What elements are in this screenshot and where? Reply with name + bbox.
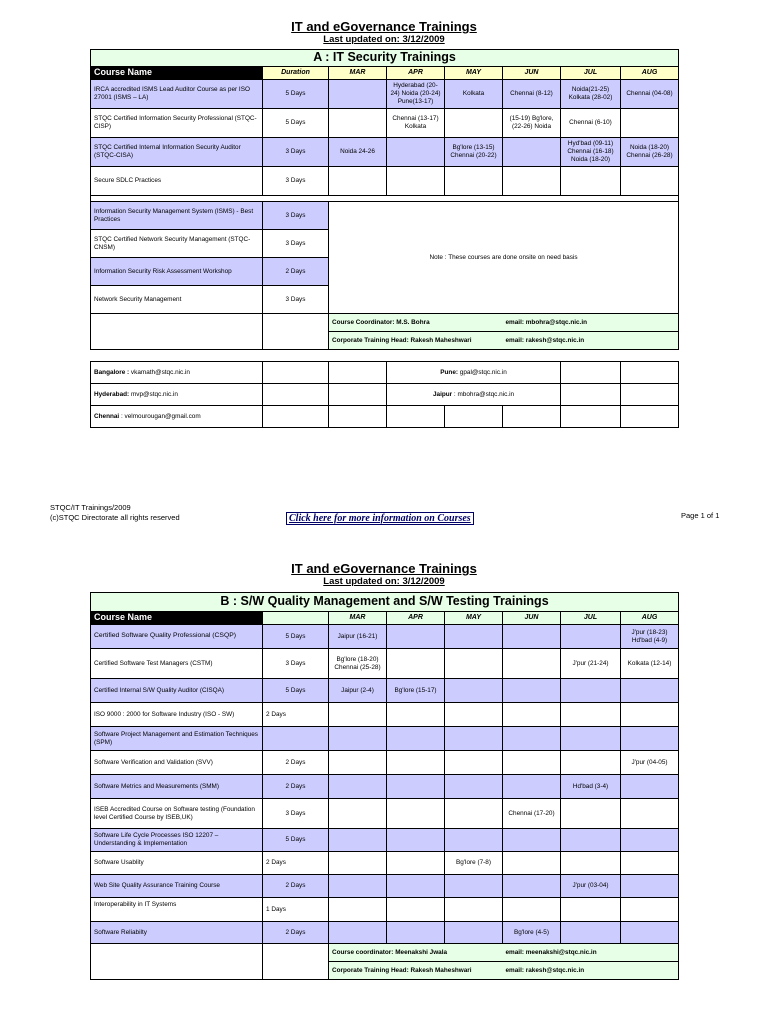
table-row	[91, 829, 679, 852]
schedule-cell	[387, 751, 445, 775]
contact-bangalore: Bangalore : vkamath@stqc.nic.in	[91, 362, 263, 384]
schedule-cell	[329, 109, 387, 138]
duration: 2 Days	[263, 751, 329, 775]
contact-hyderabad: Hyderabad: mvp@stqc.nic.in	[91, 384, 263, 406]
table-row	[91, 625, 679, 649]
schedule-cell	[387, 625, 445, 649]
schedule-cell	[387, 799, 445, 829]
section-b-title: B : S/W Quality Management and S/W Testing Trainings	[91, 593, 679, 612]
course-name: Software Reliabilty	[91, 922, 263, 944]
course-name: STQC Certified Internal Information Security Auditor (STQC-CISA)	[91, 138, 263, 167]
schedule-cell	[445, 922, 503, 944]
contact-pune: Pune: gpal@stqc.nic.in	[387, 362, 561, 384]
schedule-cell: Jaipur (2-4)	[329, 679, 387, 703]
schedule-cell	[561, 898, 621, 922]
schedule-cell: Chennai (13-17) Kolkata	[387, 109, 445, 138]
duration: 5 Days	[263, 80, 329, 109]
schedule-cell	[329, 875, 387, 898]
schedule-cell	[561, 679, 621, 703]
course-name: Interoperability in IT Systems	[91, 898, 263, 922]
col-course-name: Course Name	[91, 67, 263, 80]
duration: 5 Days	[263, 829, 329, 852]
contact-chennai: Chennai : velmourougan@gmail.com	[91, 406, 263, 428]
schedule-cell	[621, 679, 679, 703]
schedule-cell	[503, 679, 561, 703]
schedule-cell: Bg'lore (13-15) Chennai (20-22)	[445, 138, 503, 167]
duration: 2 Days	[263, 258, 329, 286]
more-info-link[interactable]: Click here for more information on Courses	[286, 508, 474, 526]
duration: 3 Days	[263, 649, 329, 679]
schedule-cell: J'pur (18-23) Hd'bad (4-9)	[621, 625, 679, 649]
schedule-cell: (15-19) Bg'lore, (22-26) Noida	[503, 109, 561, 138]
schedule-cell: Noida 24-26	[329, 138, 387, 167]
table-row	[91, 649, 679, 679]
schedule-cell	[329, 799, 387, 829]
schedule-cell	[503, 751, 561, 775]
schedule-cell: J'pur (03-04)	[561, 875, 621, 898]
schedule-cell	[503, 727, 561, 751]
regional-contacts	[90, 361, 679, 428]
schedule-cell	[387, 898, 445, 922]
page2-updated: Last updated on: 3/12/2009	[323, 576, 445, 587]
page2-title: IT and eGovernance Trainings	[291, 561, 477, 576]
course-name: Information Security Management System (ISMS) - Best Practices	[91, 202, 263, 230]
col-month: AUG	[621, 612, 679, 625]
col-course-name: Course Name	[91, 612, 263, 625]
schedule-cell	[503, 775, 561, 799]
schedule-cell: Jaipur (16-21)	[329, 625, 387, 649]
schedule-cell	[445, 875, 503, 898]
schedule-cell	[445, 751, 503, 775]
schedule-cell	[387, 703, 445, 727]
schedule-cell	[621, 799, 679, 829]
col-month: JUL	[561, 67, 621, 80]
course-name: ISEB Accredited Course on Software testing (Foundation level Certified Course by ISEB,UK)	[91, 799, 263, 829]
duration: 3 Days	[263, 286, 329, 314]
schedule-cell	[445, 625, 503, 649]
duration: 3 Days	[263, 138, 329, 167]
col-month: JUN	[503, 67, 561, 80]
schedule-cell	[561, 625, 621, 649]
schedule-cell: Hyderabad (20-24) Noida (20-24) Pune(13-17)	[387, 80, 445, 109]
schedule-cell	[445, 167, 503, 196]
schedule-cell	[387, 167, 445, 196]
col-month: APR	[387, 612, 445, 625]
course-name: Network Security Management	[91, 286, 263, 314]
duration: 5 Days	[263, 625, 329, 649]
duration: 2 Days	[263, 775, 329, 799]
schedule-cell: Bg'lore (18-20) Chennai (25-28)	[329, 649, 387, 679]
schedule-cell	[561, 703, 621, 727]
duration	[263, 727, 329, 751]
schedule-cell	[503, 649, 561, 679]
col-duration: Duration	[263, 67, 329, 80]
table-row	[91, 167, 679, 196]
course-coordinator: Course Coordinator: M.S. Bohra	[329, 314, 503, 332]
training-head: Corporate Training Head: Rakesh Maheshwari	[329, 962, 503, 980]
table-row	[91, 751, 679, 775]
it-security-table	[90, 49, 679, 350]
course-name: Software Project Management and Estimation Techniques (SPM)	[91, 727, 263, 751]
schedule-cell	[329, 751, 387, 775]
schedule-cell	[621, 167, 679, 196]
table-row	[91, 679, 679, 703]
schedule-cell	[445, 679, 503, 703]
schedule-cell	[387, 875, 445, 898]
schedule-cell: Bg'lore (4-5)	[503, 922, 561, 944]
schedule-cell	[561, 922, 621, 944]
course-name: Software Life Cycle Processes ISO 12207 – Understanding & Implementation	[91, 829, 263, 852]
schedule-cell: Noida (18-20) Chennai (26-28)	[621, 138, 679, 167]
course-name: Certified Software Quality Professional (CSQP)	[91, 625, 263, 649]
schedule-cell	[329, 922, 387, 944]
schedule-cell	[561, 727, 621, 751]
schedule-cell	[329, 852, 387, 875]
schedule-cell: Chennai (6-10)	[561, 109, 621, 138]
schedule-cell	[445, 829, 503, 852]
schedule-cell	[387, 775, 445, 799]
schedule-cell	[621, 829, 679, 852]
schedule-cell	[561, 829, 621, 852]
duration: 2 Days	[263, 852, 329, 875]
onsite-note: Note : These courses are done onsite on need basis	[329, 202, 679, 314]
schedule-cell: Hyd'bad (09-11) Chennai (16-18) Noida (18-20)	[561, 138, 621, 167]
schedule-cell	[329, 727, 387, 751]
table-row	[91, 202, 679, 230]
schedule-cell	[387, 727, 445, 751]
schedule-cell	[387, 922, 445, 944]
schedule-cell	[329, 898, 387, 922]
table-row	[91, 922, 679, 944]
schedule-cell	[561, 167, 621, 196]
duration: 3 Days	[263, 799, 329, 829]
course-coordinator: Course coordinator: Meenakshi Jwala	[329, 944, 503, 962]
table-row	[91, 703, 679, 727]
course-name: IRCA accredited ISMS Lead Auditor Course as per ISO 27001 (ISMS – LA)	[91, 80, 263, 109]
col-month: MAY	[445, 67, 503, 80]
schedule-cell	[445, 727, 503, 751]
col-month: JUN	[503, 612, 561, 625]
contact-jaipur: Jaipur : mbohra@stqc.nic.in	[387, 384, 561, 406]
course-name: Secure SDLC Practices	[91, 167, 263, 196]
section-a-title: A : IT Security Trainings	[91, 50, 679, 67]
schedule-cell: Kolkata (12-14)	[621, 649, 679, 679]
duration: 3 Days	[263, 167, 329, 196]
course-name: Certified Software Test Managers (CSTM)	[91, 649, 263, 679]
table-row	[91, 109, 679, 138]
page1-updated: Last updated on: 3/12/2009	[323, 34, 445, 45]
duration: 2 Days	[263, 875, 329, 898]
sw-quality-table	[90, 592, 679, 980]
coordinator-email: email: mbohra@stqc.nic.in	[503, 314, 679, 332]
schedule-cell	[621, 109, 679, 138]
table-row	[91, 875, 679, 898]
duration: 3 Days	[263, 230, 329, 258]
schedule-cell: Bg'lore (15-17)	[387, 679, 445, 703]
schedule-cell	[503, 898, 561, 922]
course-name: Certified Internal S/W Quality Auditor (CISQA)	[91, 679, 263, 703]
schedule-cell	[621, 898, 679, 922]
schedule-cell	[621, 852, 679, 875]
training-head-email: email: rakesh@stqc.nic.in	[503, 962, 679, 980]
schedule-cell: Chennai (17-20)	[503, 799, 561, 829]
col-month: JUL	[561, 612, 621, 625]
schedule-cell	[503, 625, 561, 649]
col-month: APR	[387, 67, 445, 80]
schedule-cell	[445, 703, 503, 727]
schedule-cell	[445, 775, 503, 799]
course-name: Web Site Quality Assurance Training Course	[91, 875, 263, 898]
course-name: Information Security Risk Assessment Workshop	[91, 258, 263, 286]
schedule-cell	[503, 829, 561, 852]
schedule-cell	[621, 703, 679, 727]
table-row	[91, 799, 679, 829]
schedule-cell	[621, 775, 679, 799]
schedule-cell	[503, 138, 561, 167]
schedule-cell: Chennai (8-12)	[503, 80, 561, 109]
schedule-cell: J'pur (21-24)	[561, 649, 621, 679]
schedule-cell	[329, 703, 387, 727]
table-row	[91, 852, 679, 875]
schedule-cell: Hd'bad (3-4)	[561, 775, 621, 799]
schedule-cell	[503, 167, 561, 196]
course-name: Software Verification and Validation (SVV)	[91, 751, 263, 775]
course-name: STQC Certified Network Security Management (STQC-CNSM)	[91, 230, 263, 258]
training-head: Corporate Training Head: Rakesh Maheshwari	[329, 332, 503, 350]
table-row	[91, 138, 679, 167]
col-month: MAR	[329, 67, 387, 80]
schedule-cell	[561, 852, 621, 875]
schedule-cell	[329, 80, 387, 109]
table-row	[91, 775, 679, 799]
schedule-cell	[387, 138, 445, 167]
schedule-cell	[387, 829, 445, 852]
duration: 2 Days	[263, 922, 329, 944]
duration: 3 Days	[263, 202, 329, 230]
schedule-cell	[329, 167, 387, 196]
schedule-cell: Noida(21-25) Kolkata (28-02)	[561, 80, 621, 109]
course-name: Software Usablity	[91, 852, 263, 875]
footer-copyright: (c)STQC Directorate all rights reserved	[50, 513, 180, 522]
schedule-cell	[329, 775, 387, 799]
col-month: MAR	[329, 612, 387, 625]
col-month: MAY	[445, 612, 503, 625]
coordinator-email: email: meenakshi@stqc.nic.in	[503, 944, 679, 962]
schedule-cell	[387, 649, 445, 679]
schedule-cell	[503, 875, 561, 898]
page1-title: IT and eGovernance Trainings	[291, 19, 477, 34]
schedule-cell	[503, 703, 561, 727]
schedule-cell	[621, 875, 679, 898]
schedule-cell: Chennai (04-08)	[621, 80, 679, 109]
schedule-cell	[445, 898, 503, 922]
schedule-cell: J'pur (04-05)	[621, 751, 679, 775]
schedule-cell	[621, 922, 679, 944]
duration: 1 Days	[263, 898, 329, 922]
schedule-cell	[445, 109, 503, 138]
schedule-cell	[621, 727, 679, 751]
duration: 5 Days	[263, 679, 329, 703]
course-name: STQC Certified Information Security Professional (STQC-CISP)	[91, 109, 263, 138]
schedule-cell	[561, 799, 621, 829]
footer-doc-id: STQC/IT Trainings/2009	[50, 503, 131, 512]
duration: 2 Days	[263, 703, 329, 727]
course-name: ISO 9000 : 2000 for Software Industry (ISO - SW)	[91, 703, 263, 727]
training-head-email: email: rakesh@stqc.nic.in	[503, 332, 679, 350]
schedule-cell	[329, 829, 387, 852]
table-row	[91, 727, 679, 751]
col-month: AUG	[621, 67, 679, 80]
footer-page-number: Page 1 of 1	[681, 511, 720, 520]
duration: 5 Days	[263, 109, 329, 138]
schedule-cell	[445, 649, 503, 679]
table-row	[91, 80, 679, 109]
schedule-cell	[503, 852, 561, 875]
schedule-cell	[561, 751, 621, 775]
schedule-cell: Bg'lore (7-8)	[445, 852, 503, 875]
schedule-cell	[387, 852, 445, 875]
course-name: Software Metrics and Measurements (SMM)	[91, 775, 263, 799]
schedule-cell	[445, 799, 503, 829]
table-row	[91, 898, 679, 922]
schedule-cell: Kolkata	[445, 80, 503, 109]
